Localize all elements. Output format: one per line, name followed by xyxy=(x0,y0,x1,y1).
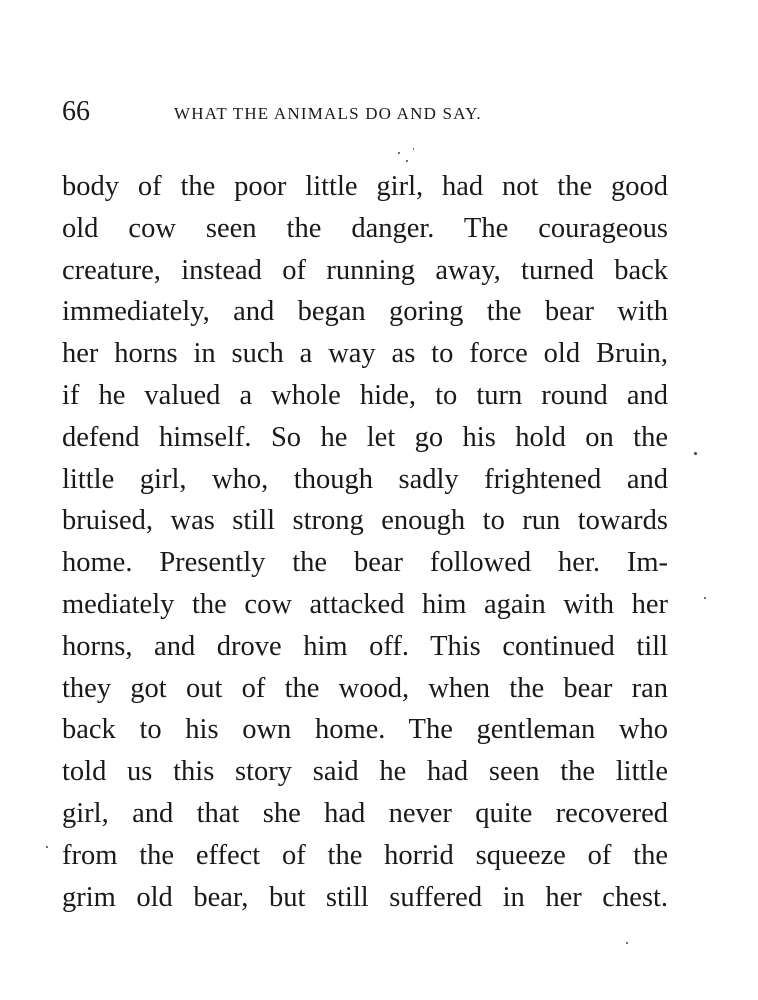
text-line: immediately, and began goring the bear with xyxy=(62,296,668,328)
text-line: told us this story said he had seen the little xyxy=(62,756,668,788)
text-line: grim old bear, but still suffered in her chest. xyxy=(62,881,668,913)
text-line: body of the poor little girl, had not the good xyxy=(62,171,668,202)
print-speck xyxy=(398,152,400,154)
print-speck xyxy=(406,160,408,162)
text-line: old cow seen the danger. The courageous xyxy=(62,212,668,244)
page-number: 66 xyxy=(62,96,90,127)
running-title: WHAT THE ANIMALS DO AND SAY. xyxy=(174,104,482,123)
text-line: they got out of the wood, when the bear ran xyxy=(62,672,668,704)
text-line: bruised, was still strong enough to run towards xyxy=(62,505,668,537)
text-line: defend himself. So he let go his hold on the xyxy=(62,421,668,453)
body-text xyxy=(62,166,668,918)
print-speck xyxy=(413,148,414,150)
text-line: back to his own home. The gentleman who xyxy=(62,714,668,746)
text-line: creature, instead of running away, turned back xyxy=(62,254,668,286)
print-speck xyxy=(694,452,697,455)
text-line: mediately the cow attacked him again with her xyxy=(62,588,668,620)
text-line: horns, and drove him off. This continued till xyxy=(62,630,668,662)
print-speck xyxy=(626,942,628,944)
text-line: little girl, who, though sadly frightened and xyxy=(62,463,668,495)
running-head xyxy=(62,92,668,132)
text-line: girl, and that she had never quite recovered xyxy=(62,797,668,829)
text-line: if he valued a whole hide, to turn round and xyxy=(62,379,668,411)
text-line: her horns in such a way as to force old Bruin, xyxy=(62,338,668,370)
text-line: home. Presently the bear followed her. Im- xyxy=(62,547,668,579)
print-speck xyxy=(46,846,48,848)
text-line: from the effect of the horrid squeeze of the xyxy=(62,839,668,871)
print-speck xyxy=(704,597,706,599)
